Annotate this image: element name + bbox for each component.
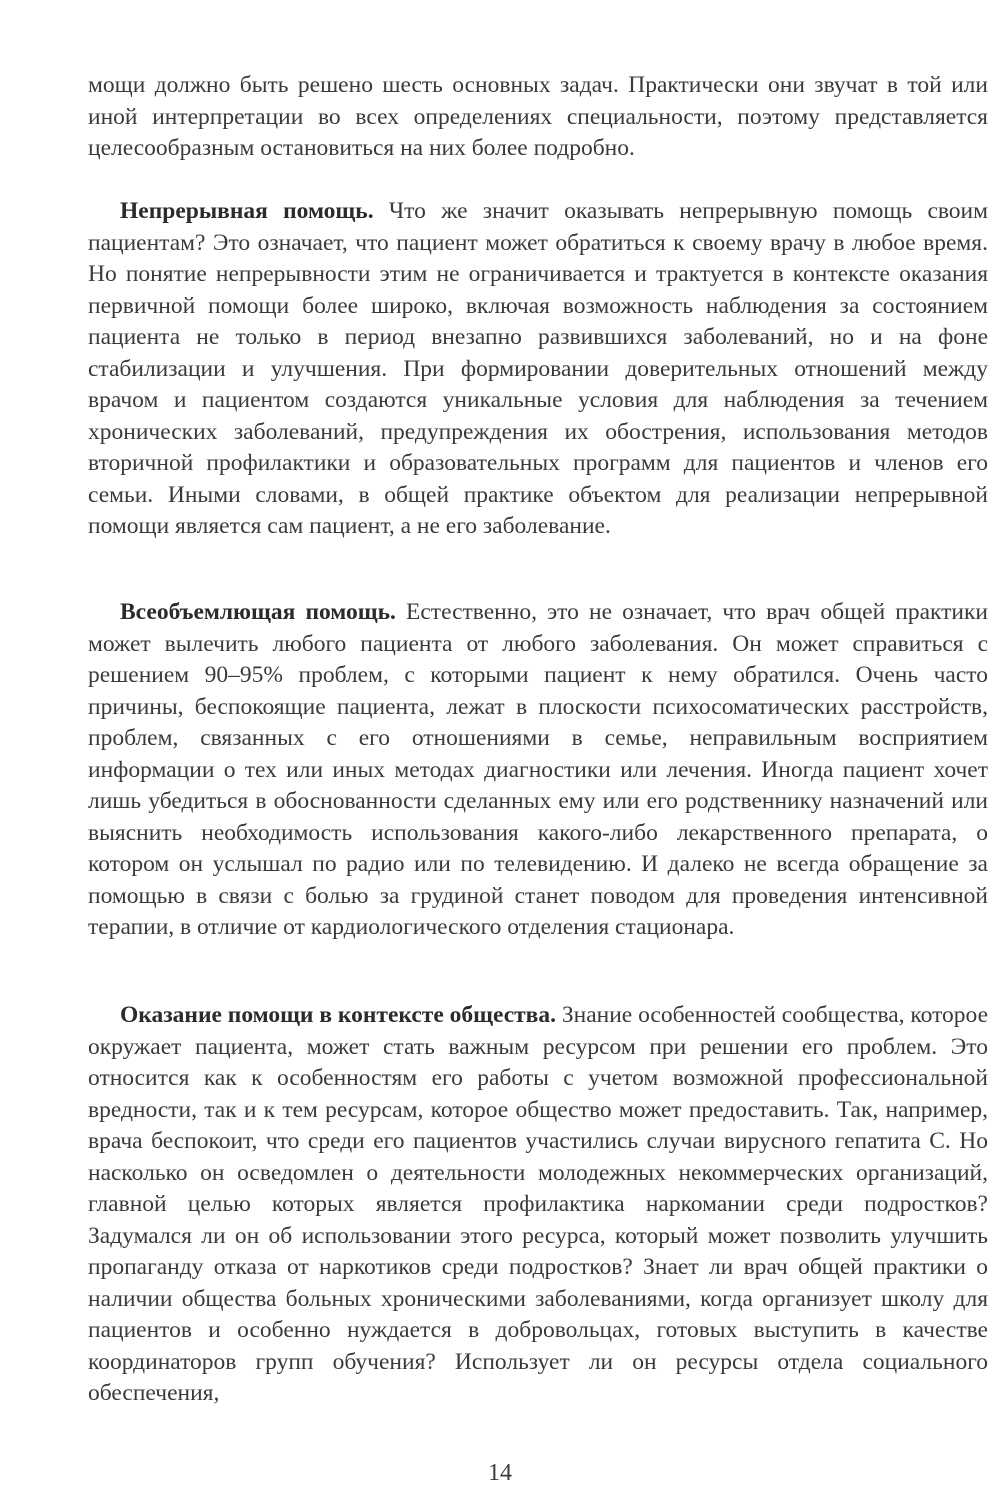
section-heading-community-care: Оказание помощи в контексте общества. (120, 1002, 556, 1028)
paragraph-text: Знание особенностей сообщества, которое окружает пациента, может стать важным ресурсом при решении его проблем. Это относится как к особенностям его работы с учетом возможной профессиональной вредности, так и к тем ресурсам, которое общество может предоставить. Так, например, врача беспокоит, что среди его пациентов участились случаи вирусного гепатита С. Но насколько он осведомлен о деятельности молодежных некоммерческих организаций, главной целью которых является профилактика наркомании среди подростков? Задумался ли он об использовании этого ресурса, который может позволить улучшить пропаганду отказа от наркотиков среди подростков? Знает ли врач общей практики о наличии общества больных хроническими заболеваниями, когда организует школу для пациентов и особенно нуждается в добровольцах, готовых выступить в качестве координаторов групп обучения? Использует ли он ресурсы отдела социального обеспечения, (88, 1002, 989, 1406)
paragraph-text: мощи должно быть решено шесть основных задач. Практически они звучат в той или иной интерпретации во всех определениях специальности, поэтому представляется целесообразным остановиться на них более подробно. (88, 72, 988, 161)
paragraph-text: Что же значит оказывать непрерывную помощь своим пациентам? Это означает, что пациент может обратиться к своему врачу в любое время. Но понятие непрерывности этим не ограничивается и трактуется в контексте оказания первичной помощи более широко, включая возможность наблюдения за состоянием пациента не только в период внезапно развившихся заболеваний, но и на фоне стабилизации и улучшения. При формировании доверительных отношений между врачом и пациентом создаются уникальные условия для наблюдения за течением хронических заболеваний, предупреждения их обострения, использования методов вторичной профилактики и образовательных программ для пациентов и членов его семьи. Иными словами, в общей практике объектом для реализации непрерывной помощи является сам пациент, а не его заболевание. (88, 198, 989, 539)
paragraph-community-care (88, 1000, 988, 1410)
section-heading-continuous-care: Непрерывная помощь. (120, 198, 374, 224)
paragraph-text: Естественно, это не означает, что врач общей практики может вылечить любого пациента от любого заболевания. Он может справиться с решением 90–95% проблем, с которыми пациент к нему обратился. Очень часто причины, беспокоящие пациента, лежат в плоскости психосоматических расстройств, проблем, связанных с его отношениями в семье, неправильным восприятием информации о тех или иных методах диагностики или лечения. Иногда пациент хочет лишь убедиться в обоснованности сделанных ему или его родственнику назначений или выяснить необходимость использования какого-либо лекарственного препарата, о котором он услышал по радио или по телевидению. И далеко не всегда обращение за помощью в связи с болью за грудиной станет поводом для проведения интенсивной терапии, в отличие от кардиологического отделения стационара. (88, 599, 988, 940)
paragraph-intro (88, 70, 988, 165)
paragraph-comprehensive-care (88, 597, 988, 944)
page-number: 14 (488, 1460, 512, 1486)
paragraph-continuous-care (88, 196, 988, 543)
section-heading-comprehensive-care: Всеобъемлющая помощь. (120, 599, 396, 625)
